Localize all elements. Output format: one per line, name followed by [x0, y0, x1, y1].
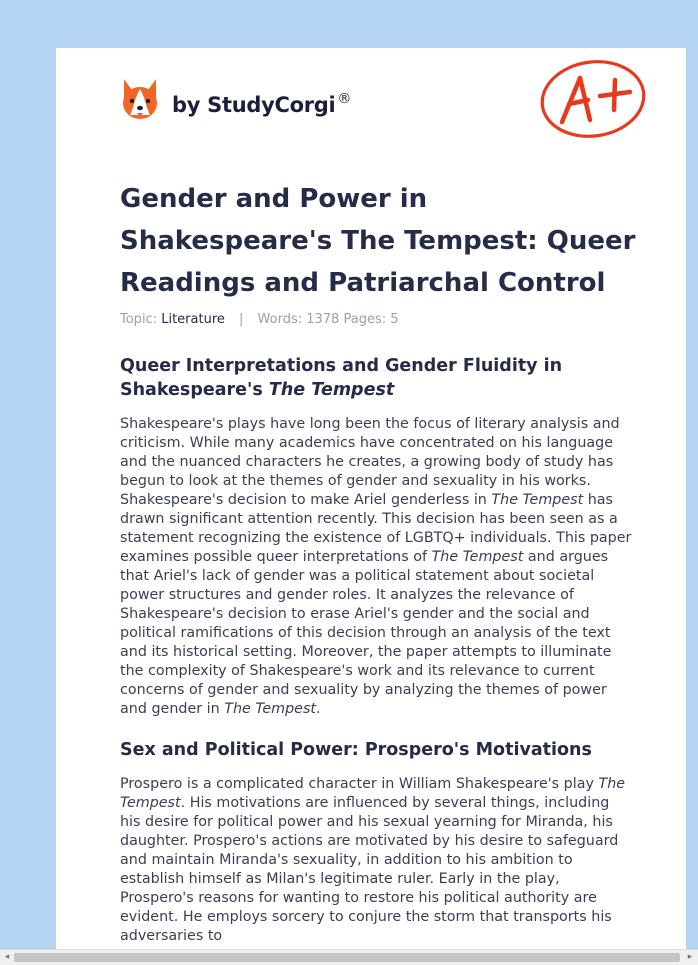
section-paragraph-queer: Shakespeare's plays have long been the focus of literary analysis and criticism. While many academics have concentrated on his language and the nuanced characters he creates, a growing body of study has begun to look at the themes of gender and sexuality in his works. Shakespeare's decision to make Ariel genderless in The Tempest has drawn significant attention recently. This decision has been seen as a statement recognizing the existence of LGBTQ+ individuals. This paper examines possible queer interpretations of The Tempest and argues that Ariel's lack of gender was a political statement about societal power structures and gender roles. It analyzes the relevance of Shakespeare's decision to erase Ariel's gender and the social and political ramifications of this decision through an analysis of the text and its historical setting. Moreover, the paper attempts to illuminate the complexity of Shakespeare's work and its relevance to current concerns of gender and sexuality by analyzing the themes of power and gender in The Tempest.: [120, 416, 632, 717]
essay-meta: [120, 312, 399, 327]
corgi-logo-icon: [120, 77, 160, 121]
meta-separator: |: [239, 312, 244, 327]
section-heading-queer: Queer Interpretations and Gender Fluidity in Shakespeare's The Tempest: [120, 356, 563, 400]
section-paragraph-prospero: Prospero is a complicated character in William Shakespeare's play The Tempest. His motivations are influenced by several things, including his desire for political power and his sexual yearning for Miranda, his daughter. Prospero's actions are motivated by his desire to safeguard and maintain Miranda's sexuality, in addition to his ambition to establish himself as Milan's legitimate ruler. Early in the play, Prospero's reasons for wanting to restore his political authority are evident. He employs sorcery to conjure the storm that transports his adversaries to: [120, 776, 626, 944]
topic-label: Topic:: [120, 312, 158, 327]
scroll-left-icon[interactable]: ◂: [4, 952, 10, 962]
scrollbar-thumb[interactable]: [14, 953, 680, 962]
page-title: Gender and Power in Shakespeare's The Tempest: Queer Readings and Patriarchal Control: [120, 184, 636, 298]
document-page: [56, 48, 686, 950]
brand-name: by StudyCorgi ®: [172, 91, 352, 117]
scroll-right-icon[interactable]: ▸: [687, 952, 693, 962]
brand-logo[interactable]: [120, 76, 351, 122]
section-heading-prospero: Sex and Political Power: Prospero's Motivations: [120, 740, 592, 760]
topic-link[interactable]: Literature: [161, 312, 225, 327]
a-plus-grade-icon: [538, 58, 648, 140]
horizontal-scrollbar[interactable]: [0, 949, 698, 965]
page-count: Pages: 5: [343, 312, 399, 327]
registered-mark: ®: [337, 91, 352, 107]
word-count: Words: 1378: [257, 312, 340, 327]
